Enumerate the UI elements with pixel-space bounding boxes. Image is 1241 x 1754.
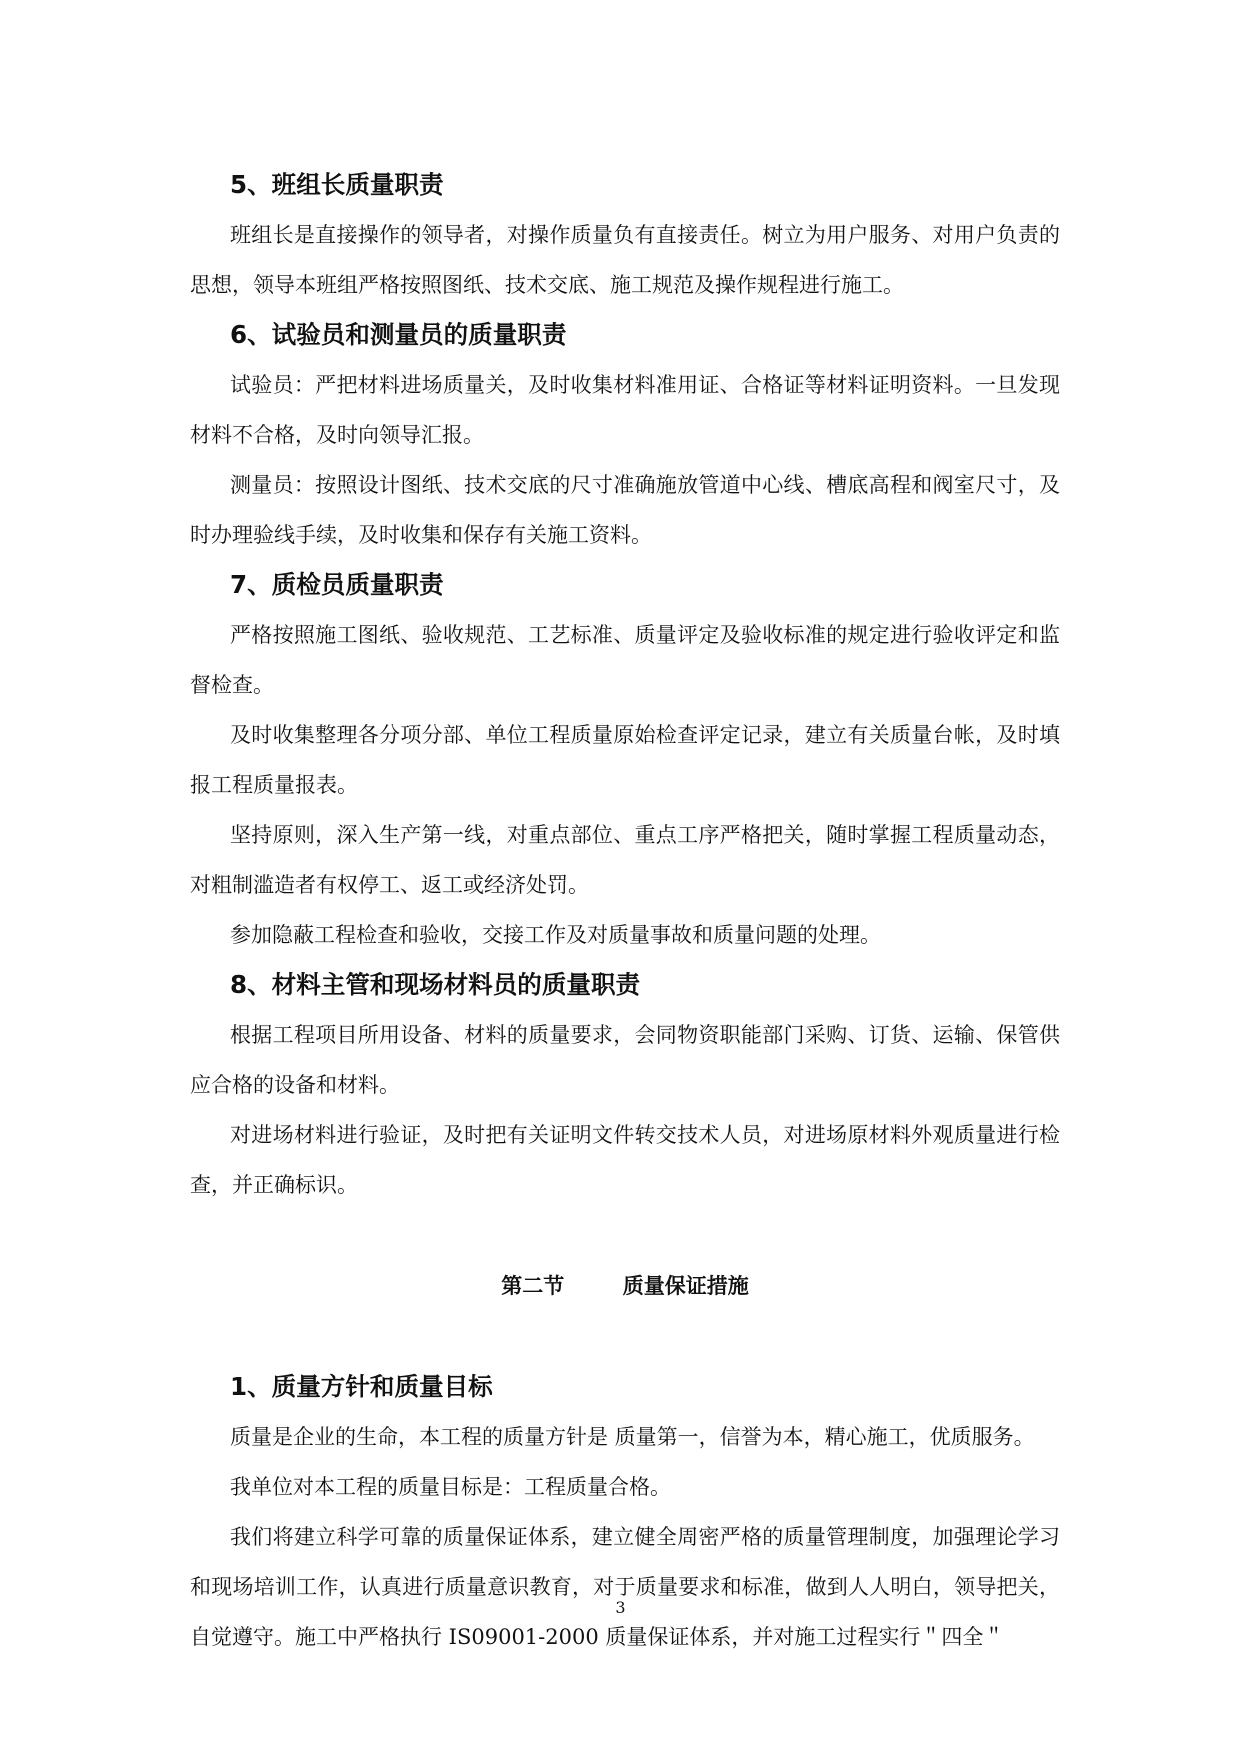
paragraph-quality-policy: 质量是企业的生命，本工程的质量方针是 质量第一，信誉为本，精心施工，优质服务。 bbox=[230, 1425, 1035, 1449]
page-content bbox=[190, 160, 1060, 1662]
paragraph-inspector-3: 坚持原则，深入生产第一线，对重点部位、重点工序严格把关，随时掌握工程质量动态，对粗制滥造者有权停工、返工或经济处罚。 bbox=[190, 823, 1060, 897]
paragraph-inspector-4: 参加隐蔽工程检查和验收，交接工作及对质量事故和质量问题的处理。 bbox=[230, 923, 881, 947]
paragraph-inspector-1: 严格按照施工图纸、验收规范、工艺标准、质量评定及验收标准的规定进行验收评定和监督检查。 bbox=[190, 623, 1060, 697]
paragraph-quality-goal: 我单位对本工程的质量目标是：工程质量合格。 bbox=[230, 1475, 671, 1499]
paragraph-inspector-2: 及时收集整理各分项分部、单位工程质量原始检查评定记录，建立有关质量台帐，及时填报工程质量报表。 bbox=[190, 723, 1060, 797]
heading-team-leader: 5、班组长质量职责 bbox=[230, 170, 444, 199]
page-number: 3 bbox=[615, 1598, 626, 1617]
heading-materials: 8、材料主管和现场材料员的质量职责 bbox=[230, 970, 641, 999]
section-title: 第二节 质量保证措施 bbox=[501, 1274, 749, 1298]
paragraph-team-leader: 班组长是直接操作的领导者，对操作质量负有直接责任。树立为用户服务、对用户负责的思想，领导本班组严格按照图纸、技术交底、施工规范及操作规程进行施工。 bbox=[190, 223, 1060, 297]
paragraph-quality-system: 我们将建立科学可靠的质量保证体系，建立健全周密严格的质量管理制度，加强理论学习和现场培训工作，认真进行质量意识教育，对于质量要求和标准，做到人人明白，领导把关，自觉遵守。施工中严格执行 IS09001-2000 质量保证体系，并对施工过程实行＂四全＂ bbox=[190, 1525, 1060, 1649]
paragraph-materials-1: 根据工程项目所用设备、材料的质量要求，会同物资职能部门采购、订货、运输、保管供应合格的设备和材料。 bbox=[190, 1023, 1060, 1097]
heading-quality-policy: 1、质量方针和质量目标 bbox=[230, 1372, 493, 1401]
heading-inspector: 7、质检员质量职责 bbox=[230, 570, 444, 599]
paragraph-tester: 试验员：严把材料进场质量关，及时收集材料准用证、合格证等材料证明资料。一旦发现材料不合格，及时向领导汇报。 bbox=[190, 373, 1060, 447]
heading-tester-surveyor: 6、试验员和测量员的质量职责 bbox=[230, 320, 567, 349]
paragraph-surveyor: 测量员：按照设计图纸、技术交底的尺寸准确施放管道中心线、槽底高程和阀室尺寸，及时办理验线手续，及时收集和保存有关施工资料。 bbox=[190, 473, 1060, 547]
paragraph-materials-2: 对进场材料进行验证，及时把有关证明文件转交技术人员，对进场原材料外观质量进行检查，并正确标识。 bbox=[190, 1123, 1060, 1197]
